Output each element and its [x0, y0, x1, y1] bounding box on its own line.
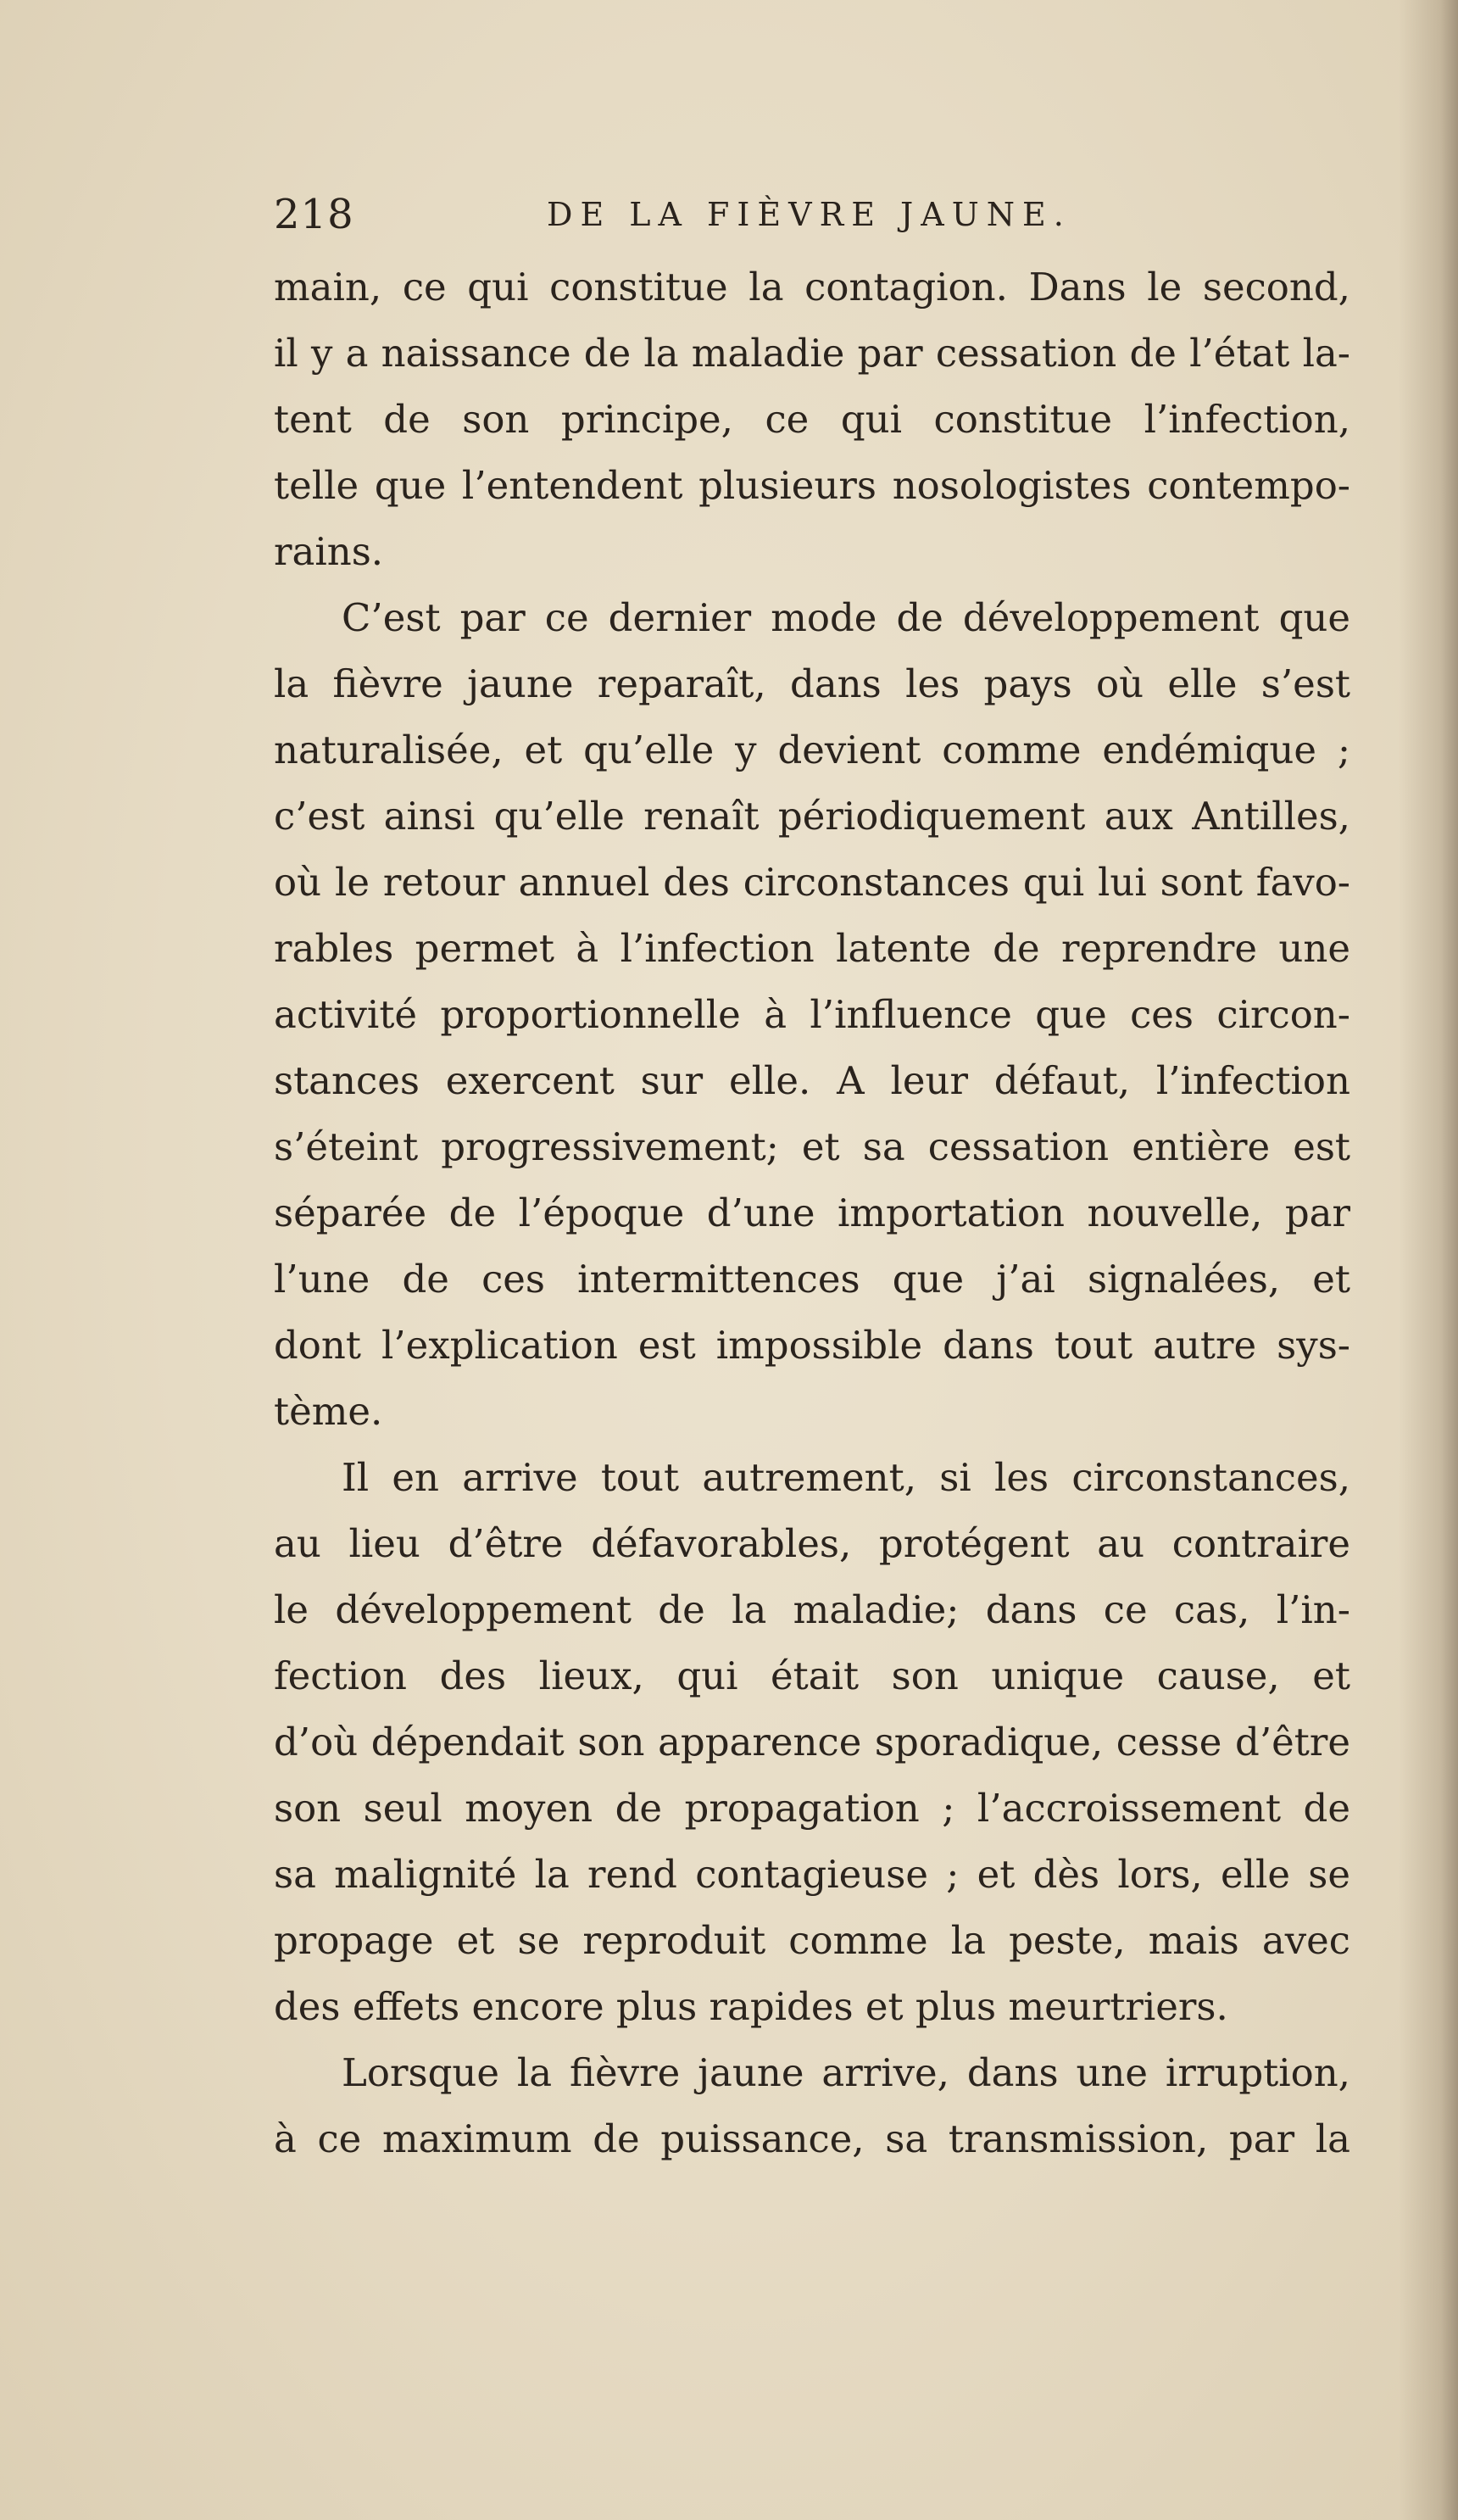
text-line: où le retour annuel des circonstances qui lui sont favo- [274, 860, 1350, 905]
text-line: dont l’explication est impossible dans tout autre sys- [274, 1323, 1350, 1368]
text-line: C’est par ce dernier mode de développement que [342, 595, 1350, 640]
text-line: activité proportionnelle à l’influence que ces circon- [274, 992, 1350, 1037]
page-number: 218 [274, 191, 354, 238]
text-line: naturalisée, et qu’elle y devient comme endémique ; [274, 728, 1350, 772]
text-line: s’éteint progressivement; et sa cessation entière est [274, 1124, 1350, 1169]
page-header [274, 185, 1367, 244]
text-line: à ce maximum de puissance, sa transmission, par la [274, 2116, 1350, 2161]
text-line: Lorsque la fièvre jaune arrive, dans une irruption, [342, 2050, 1350, 2095]
text-line: telle que l’entendent plusieurs nosologistes contempo- [274, 463, 1350, 508]
text-line: rables permet à l’infection latente de reprendre une [274, 926, 1350, 971]
text-line: main, ce qui constitue la contagion. Dans le second, [274, 265, 1350, 309]
text-line: il y a naissance de la maladie par cessation de l’état la- [274, 331, 1350, 376]
text-line: des effets encore plus rapides et plus meurtriers. [274, 1984, 1228, 2029]
text-line: son seul moyen de propagation ; l’accroissement de [274, 1786, 1350, 1831]
spine-shadow [1399, 0, 1458, 2520]
text-line: séparée de l’époque d’une importation nouvelle, par [274, 1190, 1350, 1235]
text-line: fection des lieux, qui était son unique cause, et [274, 1653, 1350, 1698]
body-text [274, 254, 1350, 2172]
text-line: au lieu d’être défavorables, protégent au contraire [274, 1521, 1350, 1566]
text-line: tème. [274, 1389, 383, 1434]
text-line: tent de son principe, ce qui constitue l’infection, [274, 397, 1350, 442]
text-line: sa malignité la rend contagieuse ; et dès lors, elle se [274, 1852, 1350, 1897]
text-line: c’est ainsi qu’elle renaît périodiquement aux Antilles, [274, 794, 1350, 839]
text-line: l’une de ces intermittences que j’ai signalées, et [274, 1257, 1350, 1302]
text-line: d’où dépendait son apparence sporadique, cesse d’être [274, 1720, 1350, 1765]
text-line: le développement de la maladie; dans ce cas, l’in- [274, 1587, 1350, 1632]
text-line: propage et se reproduit comme la peste, mais avec [274, 1918, 1350, 1963]
text-line: stances exercent sur elle. A leur défaut, l’infection [274, 1058, 1350, 1103]
text-line: Il en arrive tout autrement, si les circonstances, [342, 1455, 1350, 1500]
running-head: DE LA FIÈVRE JAUNE. [547, 196, 1071, 233]
text-line: rains. [274, 529, 384, 574]
text-line: la fièvre jaune reparaît, dans les pays où elle s’est [274, 661, 1350, 706]
